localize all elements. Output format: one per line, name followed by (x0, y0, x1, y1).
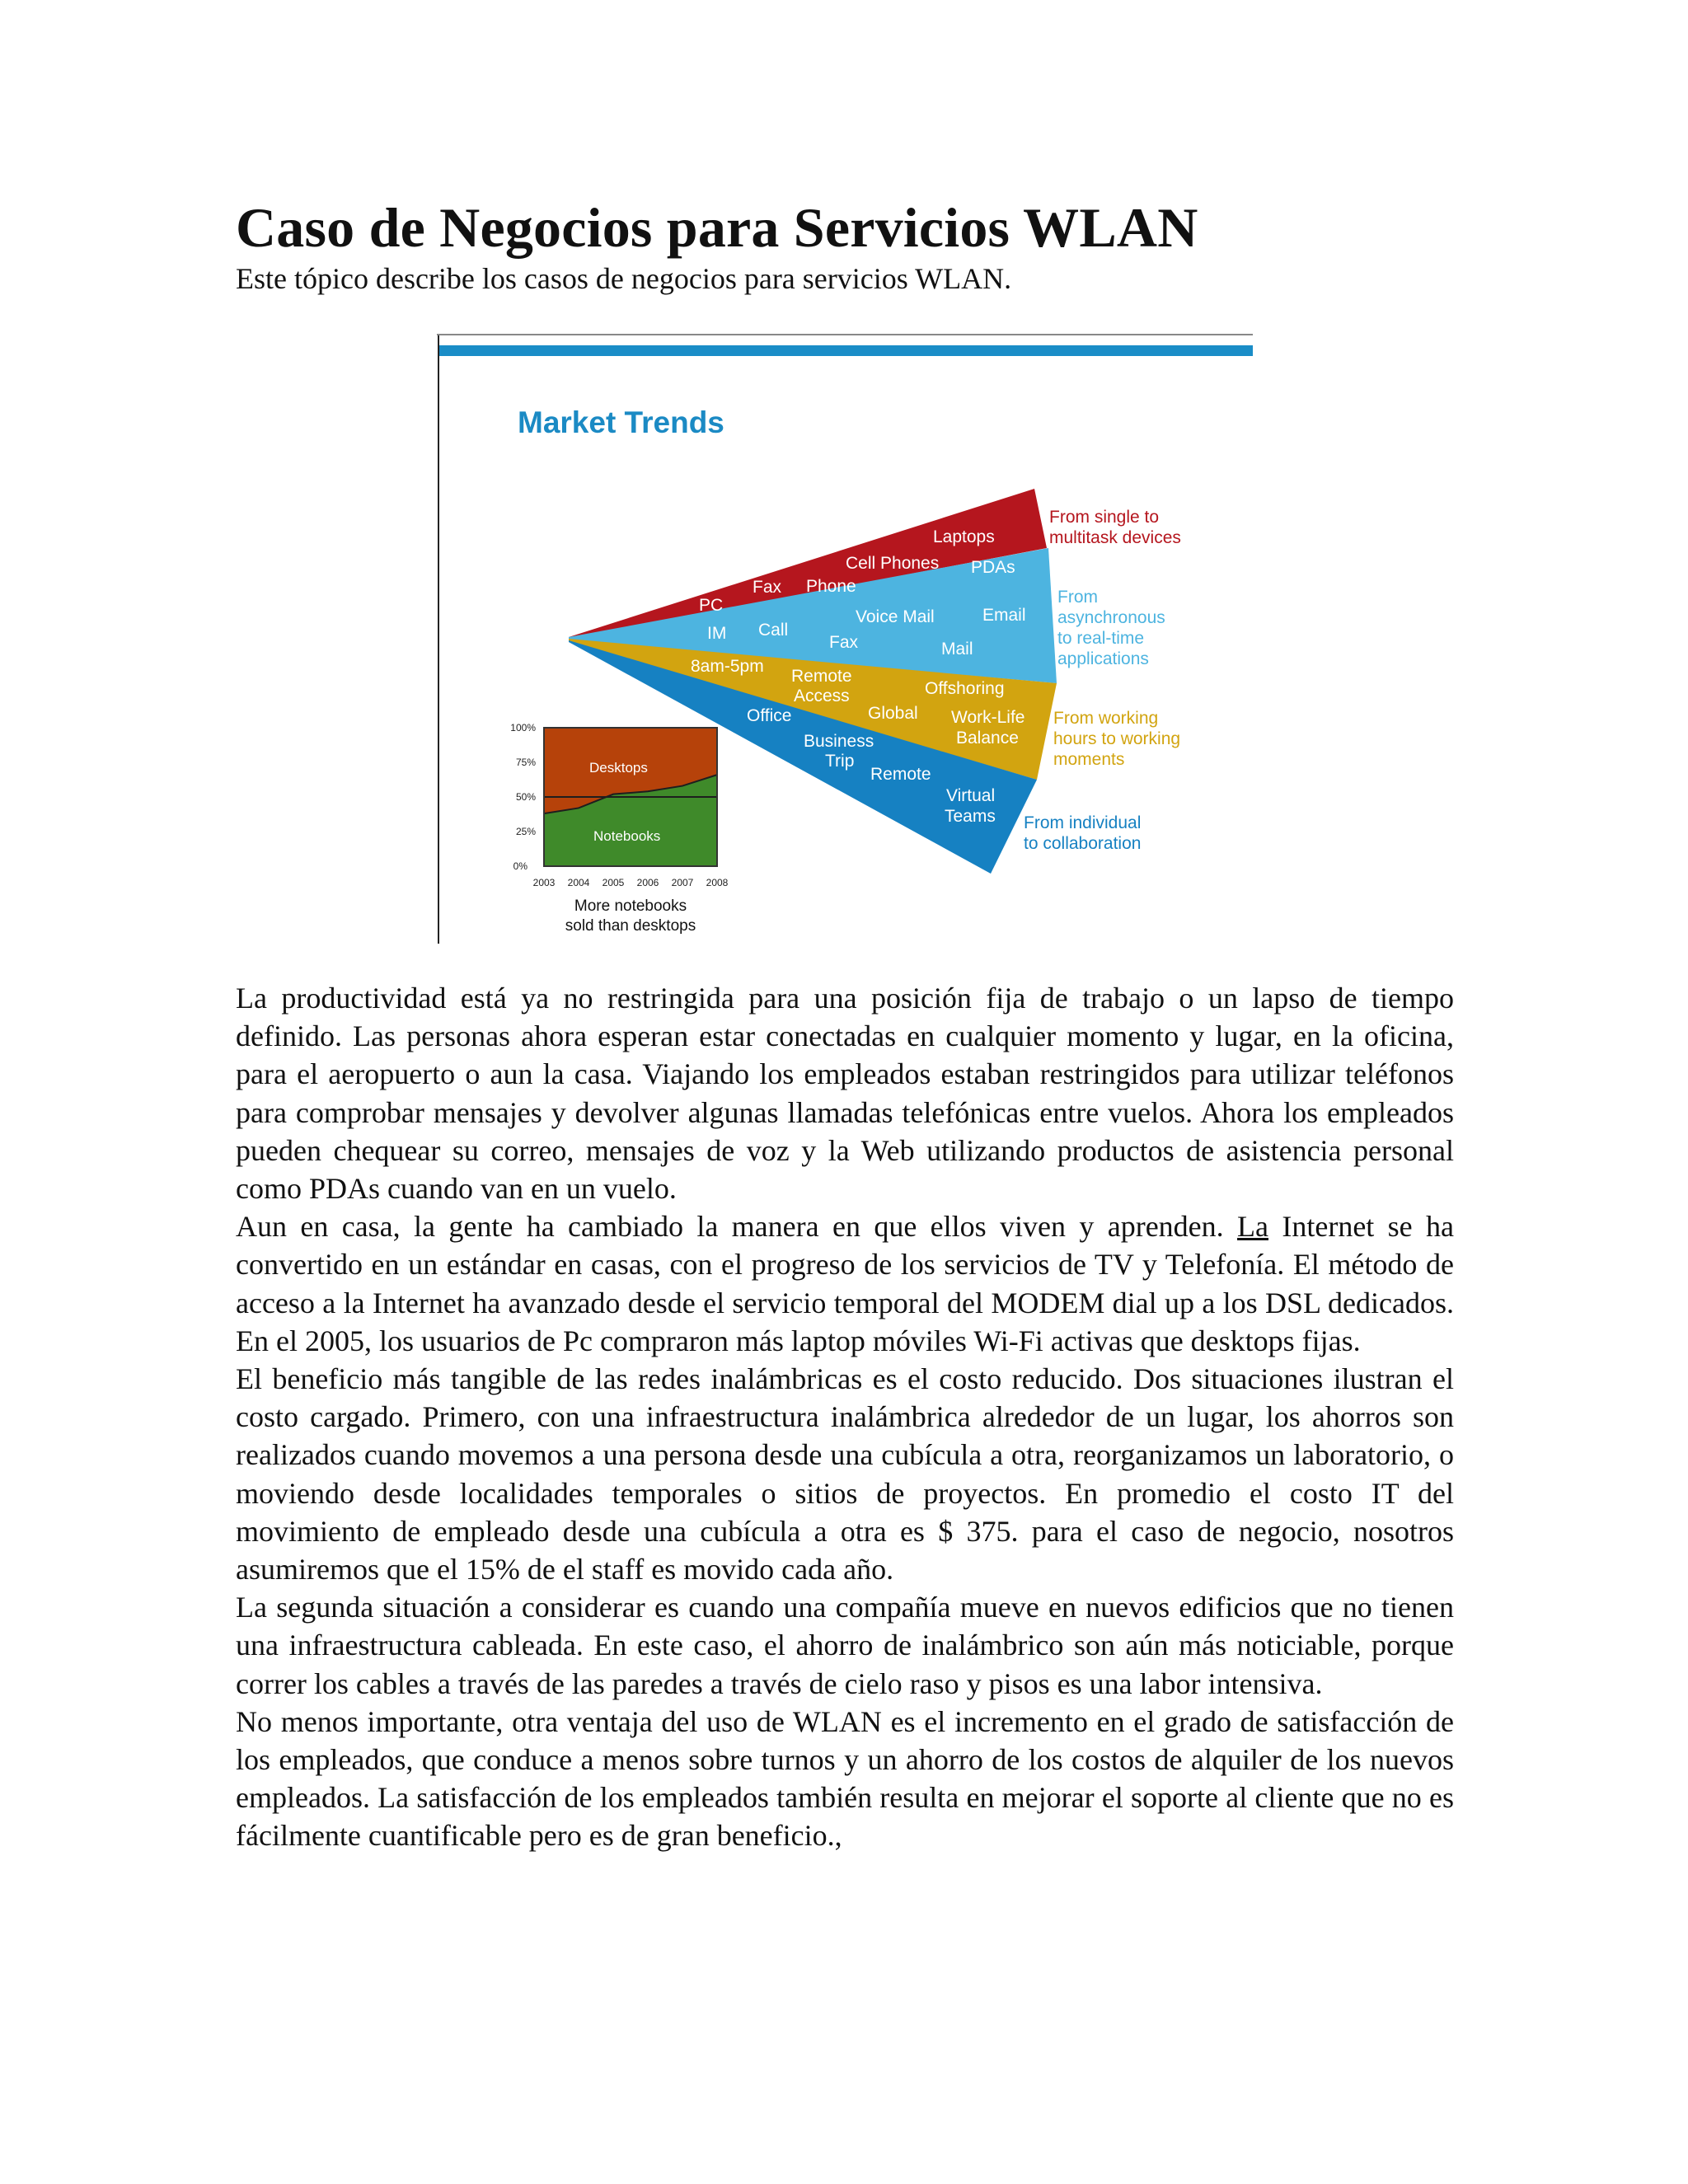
desktops-area-label: Desktops (589, 760, 648, 776)
caption-devices: multitask devices (1049, 528, 1181, 547)
mini-chart-caption: sold than desktops (565, 917, 696, 935)
wedge-label: Remote (791, 667, 852, 686)
notebooks-area-label: Notebooks (593, 828, 661, 844)
caption-working-moments: hours to working (1053, 729, 1181, 748)
caption-working-moments: From working (1053, 709, 1159, 728)
paragraph: La productividad está ya no restringida para una posición fija de trabajo o un lapso de tiempo definido. Las personas ahora esperan estar conectadas en cualquier momento y lugar, en la oficina, para el aeropuerto o aun la casa. Viajando los empleados estaban restringidos para utilizar teléfonos para comprobar mensajes y devolver algunas llamadas telefónicas entre vuelos. Ahora los empleados pueden chequear su correo, mensajes de voz y la Web utilizando productos de asistencia personal como PDAs cuando van en un vuelo. (236, 982, 1454, 1206)
figure-top-bar (439, 345, 1253, 356)
x-tick-label: 2006 (636, 877, 659, 888)
wedge-label: Teams (945, 807, 996, 826)
wedge-label: Virtual (946, 786, 996, 805)
y-tick-label: 75% (515, 757, 536, 768)
wedge-label: Email (982, 606, 1026, 625)
wedge-label: Mail (941, 640, 973, 658)
market-trends-image (437, 334, 1253, 944)
y-tick-label: 100% (510, 722, 536, 733)
caption-working-moments: moments (1053, 750, 1125, 769)
mini-chart-caption: More notebooks (574, 898, 687, 915)
paragraph-text: Aun en casa, la gente ha cambiado la manera en que ellos viven y aprenden. (236, 1210, 1238, 1244)
paragraph: El beneficio más tangible de las redes inalámbricas es el costo reducido. Dos situaciones ilustran el costo cargado. Primero, con una infraestructura inalámbrica alrededor de un lugar, los ahorros son realizados cuando movemos a una persona desde una cubícula a otra, reorganizamos un laboratorio, o moviendo desde localidades temporales o sitios de proyectos. En promedio el costo IT del movimiento de empleado desde una cubícula a otra es $ 375. para el caso de negocio, nosotros asumiremos que el 15% de el staff es movido cada año. (236, 1362, 1454, 1586)
wedge-label: Fax (753, 578, 782, 597)
paragraph-text: Internet se ha convertido en un estándar en casas, con el progreso de los servicios de TV y Telefonía. El método de acceso a la Internet ha avanzado desde el servicio temporal del MODEM dial up a los DSL dedicados. En el 2005, los usuarios de Pc compraron más laptop móviles Wi-Fi activas que desktops fijas. (236, 1210, 1455, 1357)
wedge-label: Voice Mail (856, 607, 935, 626)
paragraph (236, 1207, 1454, 1360)
x-tick-label: 2008 (706, 877, 729, 888)
wedge-label: Global (868, 704, 918, 723)
wedge-label: Cell Phones (846, 554, 940, 573)
wedge-label: PDAs (971, 558, 1015, 577)
wedge-label: IM (707, 624, 727, 643)
y-tick-label: 25% (515, 826, 536, 837)
wedge-label: Access (794, 687, 850, 705)
x-tick-label: 2004 (567, 877, 590, 888)
wedge-label: 8am-5pm (691, 657, 764, 676)
caption-collaboration: From individual (1024, 813, 1142, 832)
y-tick-label: 50% (515, 791, 536, 803)
page-subtitle: Este tópico describe los casos de negocios para servicios WLAN. (236, 262, 1012, 295)
wedge-label: PC (699, 596, 724, 615)
wedge-label: Remote (870, 765, 931, 784)
caption-applications: to real-time (1057, 629, 1145, 648)
wedge-label: Business (804, 732, 874, 751)
caption-collaboration: to collaboration (1024, 834, 1142, 853)
caption-applications: asynchronous (1057, 608, 1165, 627)
body-text (236, 979, 1454, 1855)
x-tick-label: 2003 (532, 877, 556, 888)
caption-devices: From single to (1049, 508, 1160, 527)
wedge-label: Laptops (933, 527, 995, 546)
wedge-label: Call (758, 621, 789, 640)
wedge-label: Balance (956, 729, 1019, 748)
caption-applications: applications (1057, 649, 1149, 668)
x-tick-label: 2007 (671, 877, 694, 888)
wedge-label: Offshoring (925, 679, 1005, 698)
paragraph: La segunda situación a considerar es cuando una compañía mueve en nuevos edificios que no tienen una infraestructura cableada. En este caso, el ahorro de inalámbrico son aún más noticiable, porque correr los cables a través de las paredes a través de cielo raso y pisos es una labor intensiva. (236, 1591, 1454, 1700)
wedge-label: Work-Life (951, 708, 1025, 727)
paragraph: No menos importante, otra ventaja del uso de WLAN es el incremento en el grado de satisfacción de los empleados, que conduce a menos sobre turnos y un ahorro de los costos de alquiler de los nuevos empleados. La satisfacción de los empleados también resulta en mejorar el soporte al cliente que no es fácilmente cuantificable pero es de gran beneficio., (236, 1704, 1454, 1853)
wedge-label: Trip (825, 752, 855, 771)
y-tick-label: 0% (513, 860, 528, 872)
x-tick-label: 2005 (602, 877, 625, 888)
market-trends-figure (437, 334, 1253, 944)
caption-applications: From (1057, 588, 1098, 607)
wedge-label: Fax (829, 633, 859, 652)
wedge-label: Office (747, 706, 792, 725)
page-title: Caso de Negocios para Servicios WLAN (236, 196, 1198, 259)
figure-title: Market Trends (518, 405, 724, 439)
underlined-word: La (1237, 1210, 1268, 1244)
wedge-label: Phone (806, 577, 856, 596)
